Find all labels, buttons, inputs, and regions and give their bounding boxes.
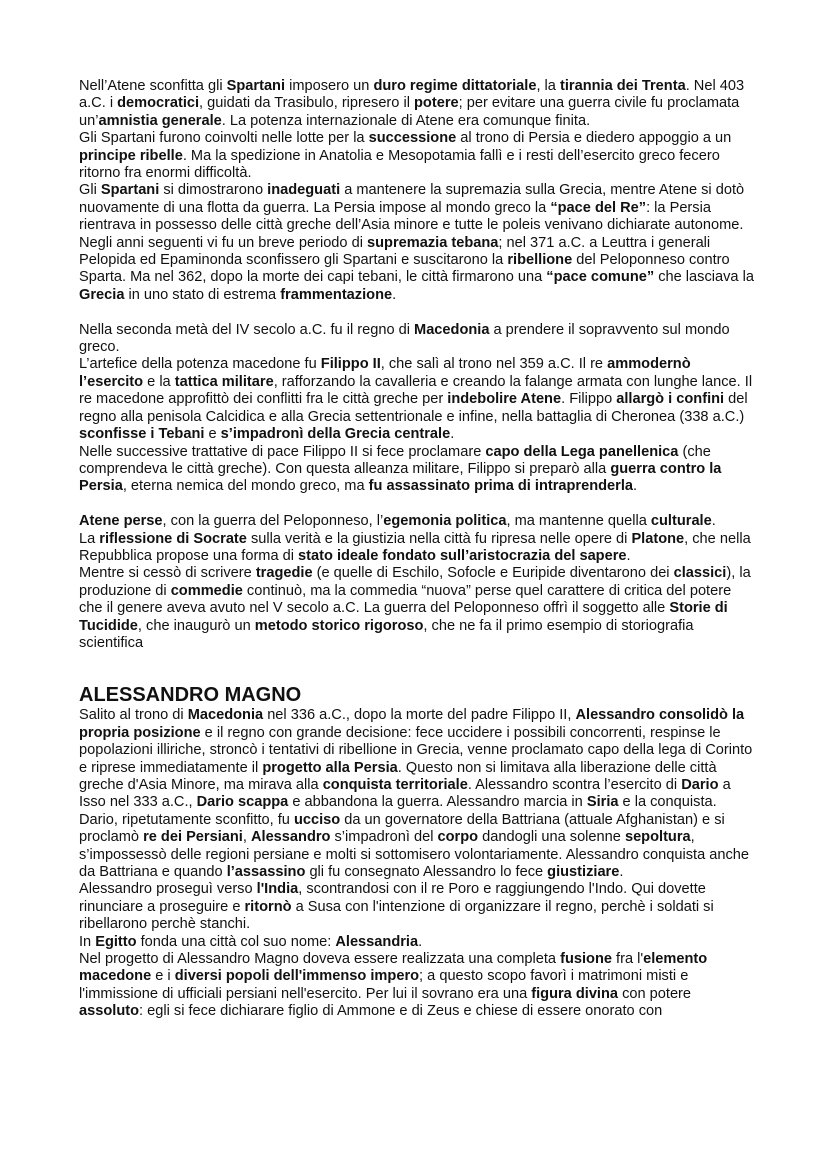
- text-run: imposero un: [285, 78, 374, 94]
- text-run: .: [392, 286, 397, 303]
- bold-text: assoluto: [79, 1003, 140, 1020]
- text-run: da un governatore della Battriana (attuale Afghanistan) e si proclamò: [79, 811, 725, 846]
- text-run: e: [204, 426, 221, 443]
- text-run: ; a questo scopo favorì i matrimoni misti e l'immissione di ufficiali persiani nell'esercito. Per lui il sovrano era una: [79, 968, 689, 1002]
- text-run: : egli si fece dichiarare figlio di Ammone e di Zeus e chiese di essere onorato con: [139, 1003, 663, 1020]
- text-run: del Peloponneso contro Sparta. Ma nel 362, dopo la morte dei capi tebani, le città firmarono una: [79, 252, 730, 286]
- paragraph: [79, 444, 756, 496]
- text-run: e i: [151, 968, 175, 985]
- bold-text: amnistia generale: [98, 112, 222, 129]
- text-run: In: [79, 933, 96, 950]
- section-alessandro-magno: [79, 707, 756, 1020]
- bold-text: stato ideale fondato sull’aristocrazia del sapere: [298, 547, 627, 564]
- text-run: a mantenere la supremazia sulla Grecia, mentre Atene si dotò nuovamente di una flotta da guerra. La Persia impose al mondo greco la: [79, 182, 745, 216]
- bold-text: Egitto: [95, 933, 137, 950]
- text-run: con potere: [618, 985, 692, 1002]
- bold-text: Atene perse: [79, 513, 163, 530]
- paragraph: [79, 130, 756, 182]
- bold-text: culturale: [650, 513, 712, 530]
- text-run: : la Persia rientrava in possesso delle città greche dell’Asia minore e tutte le poleis venivano dichiarate autonome.: [79, 199, 744, 234]
- paragraph: [79, 951, 756, 1021]
- bold-text: s’impadronì della Grecia centrale: [220, 426, 451, 443]
- bold-text: fu assassinato prima di intraprenderla: [368, 478, 634, 495]
- text-run: Nella seconda metà del IV secolo a.C. fu il regno di: [79, 321, 415, 338]
- section-atene-sconfitta: [79, 78, 756, 304]
- text-run: s’impadronì del: [330, 829, 438, 846]
- text-run: ), la produzione di: [79, 565, 751, 599]
- text-run: continuò, ma la commedia “nuova” perse quel carattere di critica del potere che il genere aveva avuto nel V secolo a.C. La guerra del Peloponneso offrì il soggetto alle: [79, 582, 732, 617]
- bold-text: elemento macedone: [79, 951, 708, 985]
- bold-text: Filippo II: [320, 356, 381, 373]
- paragraph: [79, 182, 756, 234]
- text-run: , che nella Repubblica propose una forma di: [79, 530, 751, 564]
- text-run: . Ma la spedizione in Anatolia e Mesopotamia fallì e i resti dell’esercito greco fecero ritorno fra enormi difficoltà.: [79, 147, 720, 182]
- paragraph: [79, 707, 756, 881]
- text-run: e la: [143, 373, 175, 390]
- bold-text: Alessandro consolidò la propria posizione: [79, 707, 745, 741]
- text-run: , che salì al trono nel 359 a.C. Il re: [380, 356, 608, 373]
- paragraph-gap: [79, 496, 756, 513]
- text-run: e abbandona la guerra. Alessandro marcia in: [288, 794, 587, 811]
- bold-text: Siria: [586, 794, 619, 811]
- text-run: . Questo non si limitava alla liberazione delle città greche d'Asia Minore, ma mirava alla: [79, 759, 717, 793]
- text-run: del regno alla penisola Calcidica e alla Grecia settentrionale e infine, nella battaglia di Cheronea (338 a.C.): [79, 391, 748, 425]
- bold-text: giustiziare: [547, 864, 620, 881]
- paragraph: [79, 322, 756, 357]
- bold-text: tattica militare: [174, 373, 274, 390]
- text-run: nel 336 a.C., dopo la morte del padre Filippo II,: [263, 707, 576, 724]
- bold-text: successione: [368, 130, 457, 147]
- text-run: , ma mantenne quella: [506, 513, 651, 530]
- bold-text: conquista territoriale: [322, 777, 468, 793]
- bold-text: frammentazione: [280, 286, 393, 303]
- text-run: ; per evitare una guerra civile fu proclamata un’: [79, 95, 740, 129]
- bold-text: fusione: [560, 951, 612, 968]
- paragraph: [79, 513, 756, 530]
- bold-text: democratici: [117, 95, 200, 112]
- text-run: .: [711, 513, 716, 530]
- bold-text: principe ribelle: [79, 147, 183, 164]
- bold-text: ucciso: [293, 811, 341, 828]
- section-macedonia: [79, 322, 756, 496]
- bold-text: supremazia tebana: [367, 234, 499, 251]
- bold-text: figura divina: [531, 985, 619, 1002]
- paragraph: [79, 356, 756, 443]
- text-run: in uno stato di estrema: [124, 286, 281, 303]
- bold-text: potere: [414, 95, 459, 112]
- bold-text: riflessione di Socrate: [99, 530, 247, 547]
- paragraph: [79, 565, 756, 652]
- text-run: . Nel 403 a.C. i: [79, 78, 745, 112]
- bold-text: Dario scappa: [196, 794, 289, 811]
- section-cultura-atene: [79, 513, 756, 652]
- text-run: Gli Spartani furono coinvolti nelle lotte per la: [79, 130, 369, 147]
- bold-text: progetto alla Persia: [262, 759, 398, 776]
- bold-text: Grecia: [79, 286, 125, 303]
- bold-text: Alessandria: [335, 933, 419, 950]
- bold-text: Alessandro: [250, 829, 331, 846]
- bold-text: capo della Lega panellenica: [485, 443, 679, 460]
- bold-text: commedie: [170, 582, 243, 599]
- text-run: a Isso nel 333 a.C.,: [79, 777, 731, 811]
- bold-text: metodo storico rigoroso: [254, 617, 424, 634]
- text-run: , eterna nemica del mondo greco, ma: [122, 478, 369, 495]
- text-run: ,: [242, 829, 251, 846]
- text-run: gli fu consegnato Alessandro lo fece: [305, 864, 548, 881]
- bold-text: Spartani: [226, 78, 286, 94]
- bold-text: “pace del Re”: [550, 199, 647, 216]
- text-run: fonda una città col suo nome:: [136, 933, 336, 950]
- bold-text: indebolire Atene: [447, 391, 562, 408]
- bold-text: Platone: [631, 530, 685, 547]
- text-run: a prendere il sopravvento sul mondo greco.: [79, 321, 730, 356]
- paragraph-gap: [79, 304, 756, 321]
- paragraph: [79, 531, 756, 566]
- text-run: La: [79, 530, 100, 547]
- text-run: e il regno con grande decisione: fece uccidere i possibili concorrenti, respinse le popolazioni illiriche, stroncò i tentativi di ribellione in Grecia, venne proclamato capo della lega di Corinto e riprese immediatamente il: [79, 724, 753, 776]
- text-run: (che comprendeva le città greche). Con questa alleanza militare, Filippo si preparò alla: [79, 443, 711, 477]
- bold-text: re dei Persiani: [143, 829, 243, 846]
- text-run: si dimostrarono: [159, 182, 268, 199]
- bold-text: Dario: [681, 777, 719, 793]
- text-run: L’artefice della potenza macedone fu: [79, 356, 321, 373]
- text-run: , s’impossessò delle regioni persiane e molti si sottomisero volontariamente. Alessandro conquista anche da Battriana e quando: [79, 829, 750, 881]
- bold-text: ammodernò l’esercito: [79, 356, 691, 390]
- text-run: . Alessandro scontra l’esercito di: [467, 777, 682, 793]
- text-run: .: [633, 478, 638, 495]
- bold-text: tirannia dei Trenta: [559, 78, 686, 94]
- text-run: Gli: [79, 182, 101, 199]
- text-run: (e quelle di Eschilo, Sofocle e Euripide diventarono dei: [312, 565, 674, 582]
- text-run: Negli anni seguenti vi fu un breve periodo di: [79, 234, 368, 251]
- bold-text: tragedie: [255, 565, 313, 582]
- text-run: Alessandro proseguì verso: [79, 881, 257, 898]
- section-title-alessandro-magno: ALESSANDRO MAGNO: [79, 684, 302, 707]
- bold-text: diversi popoli dell'immenso impero: [174, 968, 420, 985]
- bold-text: sepoltura: [624, 829, 691, 846]
- text-run: , la: [536, 78, 560, 94]
- text-run: Nell’Atene sconfitta gli: [79, 78, 227, 94]
- text-run: dandogli una solenne: [478, 829, 625, 846]
- paragraph: [79, 78, 756, 130]
- paragraph: [79, 881, 756, 933]
- paragraph: [79, 934, 756, 951]
- bold-text: guerra contro la Persia: [79, 460, 722, 495]
- bold-text: Macedonia: [414, 321, 490, 338]
- bold-text: duro regime dittatoriale: [373, 78, 537, 94]
- text-run: fra l': [611, 951, 644, 968]
- text-run: Nelle successive trattative di pace Filippo II si fece proclamare: [79, 443, 486, 460]
- text-run: .: [418, 933, 423, 950]
- bold-text: sconfisse i Tebani: [79, 426, 205, 443]
- text-run: .: [450, 426, 455, 443]
- text-run: Mentre si cessò di scrivere: [79, 565, 256, 582]
- bold-text: classici: [673, 565, 727, 582]
- bold-text: egemonia politica: [383, 513, 507, 530]
- bold-text: corpo: [437, 829, 479, 846]
- text-run: .: [626, 547, 631, 564]
- text-run: , guidati da Trasibulo, ripresero il: [199, 95, 415, 112]
- bold-text: “pace comune”: [546, 269, 655, 286]
- text-run: , scontrandosi con il re Poro e raggiungendo l'Indo. Qui dovette rinunciare a proseguire e: [79, 881, 706, 915]
- bold-text: allargò i confini: [616, 391, 725, 408]
- bold-text: Storie di Tucidide: [79, 600, 728, 634]
- text-run: , che inaugurò un: [137, 617, 255, 634]
- text-run: e la conquista. Dario, ripetutamente sconfitto, fu: [79, 794, 717, 828]
- bold-text: l'India: [256, 881, 299, 898]
- paragraph: [79, 235, 756, 305]
- text-run: Salito al trono di: [79, 707, 188, 724]
- bold-text: ribellione: [507, 252, 573, 269]
- text-run: .: [619, 864, 624, 881]
- bold-text: ritornò: [244, 898, 292, 915]
- text-run: sulla verità e la giustizia nella città fu ripresa nelle opere di: [246, 530, 632, 547]
- text-run: a Susa con l'intenzione di organizzare il regno, perchè i soldati si ribellarono perchè stanchi.: [79, 898, 714, 933]
- text-run: , rafforzando la cavalleria e creando la falange armata con lunghe lance. Il re macedone approfittò dei conflitti fra le città greche per: [79, 373, 753, 408]
- bold-text: Macedonia: [187, 707, 264, 724]
- text-run: ; nel 371 a.C. a Leuttra i generali Pelopida ed Epaminonda sconfissero gli Spartani e suscitarono la: [79, 234, 711, 269]
- bold-text: Spartani: [100, 182, 160, 199]
- text-run: che lasciava la: [654, 269, 754, 286]
- text-run: , con la guerra del Peloponneso, l’: [162, 513, 384, 530]
- text-run: al trono di Persia e diedero appoggio a un: [456, 130, 732, 147]
- bold-text: inadeguati: [267, 182, 341, 199]
- bold-text: l’assassino: [226, 864, 306, 881]
- text-run: . La potenza internazionale di Atene era comunque finita.: [221, 112, 591, 129]
- text-run: Nel progetto di Alessandro Magno doveva essere realizzata una completa: [79, 951, 561, 968]
- text-run: , che ne fa il primo esempio di storiografia scientifica: [79, 617, 694, 651]
- text-run: . Filippo: [561, 391, 617, 408]
